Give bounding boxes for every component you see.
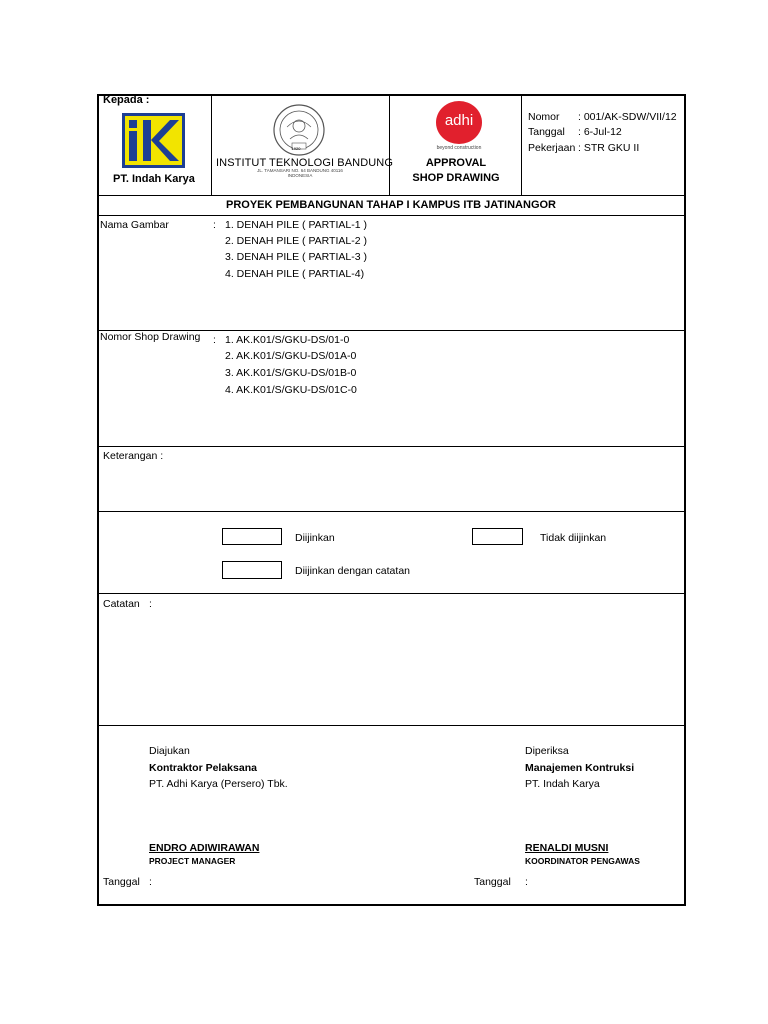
catatan-label: Catatan: [103, 598, 140, 610]
keterangan-divider: [98, 511, 685, 512]
nama-gambar-item: 2. DENAH PILE ( PARTIAL-2 ): [225, 235, 367, 247]
catatan-colon: :: [149, 598, 152, 610]
itb-address-line1: JL. TAMANSARI NO. 64 BANDUNG 40116: [257, 168, 343, 173]
shop-drawing-item: 2. AK.K01/S/GKU-DS/01A-0: [225, 350, 357, 362]
nama-gambar-item: 1. DENAH PILE ( PARTIAL-1 ): [225, 219, 367, 231]
header-divider: [98, 195, 685, 196]
adhi-logo: [436, 101, 482, 144]
kontraktor-role: Kontraktor Pelaksana: [149, 762, 257, 774]
nama-gambar-colon: :: [213, 219, 216, 231]
catatan-divider: [98, 725, 685, 726]
itb-address-line2: INDONESIA: [287, 173, 313, 178]
nama-gambar-item: 4. DENAH PILE ( PARTIAL-4): [225, 268, 365, 280]
diijinkan-label: Diijinkan: [295, 532, 335, 544]
kontraktor-signatory-name: ENDRO ADIWIRAWAN: [149, 842, 260, 854]
header-col-divider-3: [521, 95, 522, 195]
diijinkan-catatan-checkbox[interactable]: [222, 561, 282, 579]
shop-drawing-label: Nomor Shop Drawing: [100, 331, 201, 343]
shop-drawing-divider: [98, 446, 685, 447]
header-col-divider-2: [389, 95, 390, 195]
mk-company: PT. Indah Karya: [525, 778, 600, 790]
diperiksa-label: Diperiksa: [525, 745, 569, 757]
tanggal-value: : 6-Jul-12: [578, 126, 622, 138]
adhi-tagline: beyond construction: [436, 145, 482, 151]
shop-drawing-item: 3. AK.K01/S/GKU-DS/01B-0: [225, 367, 357, 379]
mk-signatory-title: KOORDINATOR PENGAWAS: [525, 856, 640, 866]
nama-gambar-item: 3. DENAH PILE ( PARTIAL-3 ): [225, 251, 367, 263]
tidak-diijinkan-label: Tidak diijinkan: [540, 532, 607, 544]
approval-line1: APPROVAL: [425, 157, 487, 169]
options-divider: [98, 593, 685, 594]
right-tanggal-colon: :: [525, 876, 528, 888]
indah-karya-logo: [122, 113, 185, 168]
right-tanggal-label: Tanggal: [474, 876, 511, 888]
itb-seal-year: 1920: [291, 146, 301, 151]
nomor-value: : 001/AK-SDW/VII/12: [578, 111, 677, 123]
tidak-diijinkan-checkbox[interactable]: [472, 528, 523, 545]
header-col-divider-1: [211, 95, 212, 195]
approval-line2: SHOP DRAWING: [412, 172, 500, 184]
adhi-logo-text: adhi: [444, 112, 474, 129]
diajukan-label: Diajukan: [149, 745, 190, 757]
itb-name: INSTITUT TEKNOLOGI BANDUNG: [216, 157, 393, 169]
diijinkan-checkbox[interactable]: [222, 528, 282, 545]
shop-drawing-item: 4. AK.K01/S/GKU-DS/01C-0: [225, 384, 357, 396]
mk-signatory-name: RENALDI MUSNI: [525, 842, 609, 854]
mk-role: Manajemen Kontruksi: [525, 762, 635, 774]
kontraktor-company: PT. Adhi Karya (Persero) Tbk.: [149, 778, 288, 790]
left-tanggal-colon: :: [149, 876, 152, 888]
project-title: PROYEK PEMBANGUNAN TAHAP I KAMPUS ITB JATINANGOR: [225, 199, 557, 211]
nama-gambar-label: Nama Gambar: [100, 219, 169, 231]
keterangan-label: Keterangan :: [103, 450, 164, 462]
contractor-name: PT. Indah Karya: [113, 173, 195, 185]
pekerjaan-value: : STR GKU II: [578, 142, 640, 154]
kepada-label: Kepada :: [103, 94, 150, 106]
kontraktor-signatory-title: PROJECT MANAGER: [149, 856, 236, 866]
shop-drawing-item: 1. AK.K01/S/GKU-DS/01-0: [225, 334, 350, 346]
shop-drawing-colon: :: [213, 334, 216, 346]
pekerjaan-label: Pekerjaan: [528, 142, 576, 154]
left-tanggal-label: Tanggal: [103, 876, 140, 888]
diijinkan-catatan-label: Diijinkan dengan catatan: [295, 565, 410, 577]
nomor-label: Nomor: [528, 111, 560, 123]
tanggal-label: Tanggal: [528, 126, 565, 138]
title-divider: [98, 215, 685, 216]
